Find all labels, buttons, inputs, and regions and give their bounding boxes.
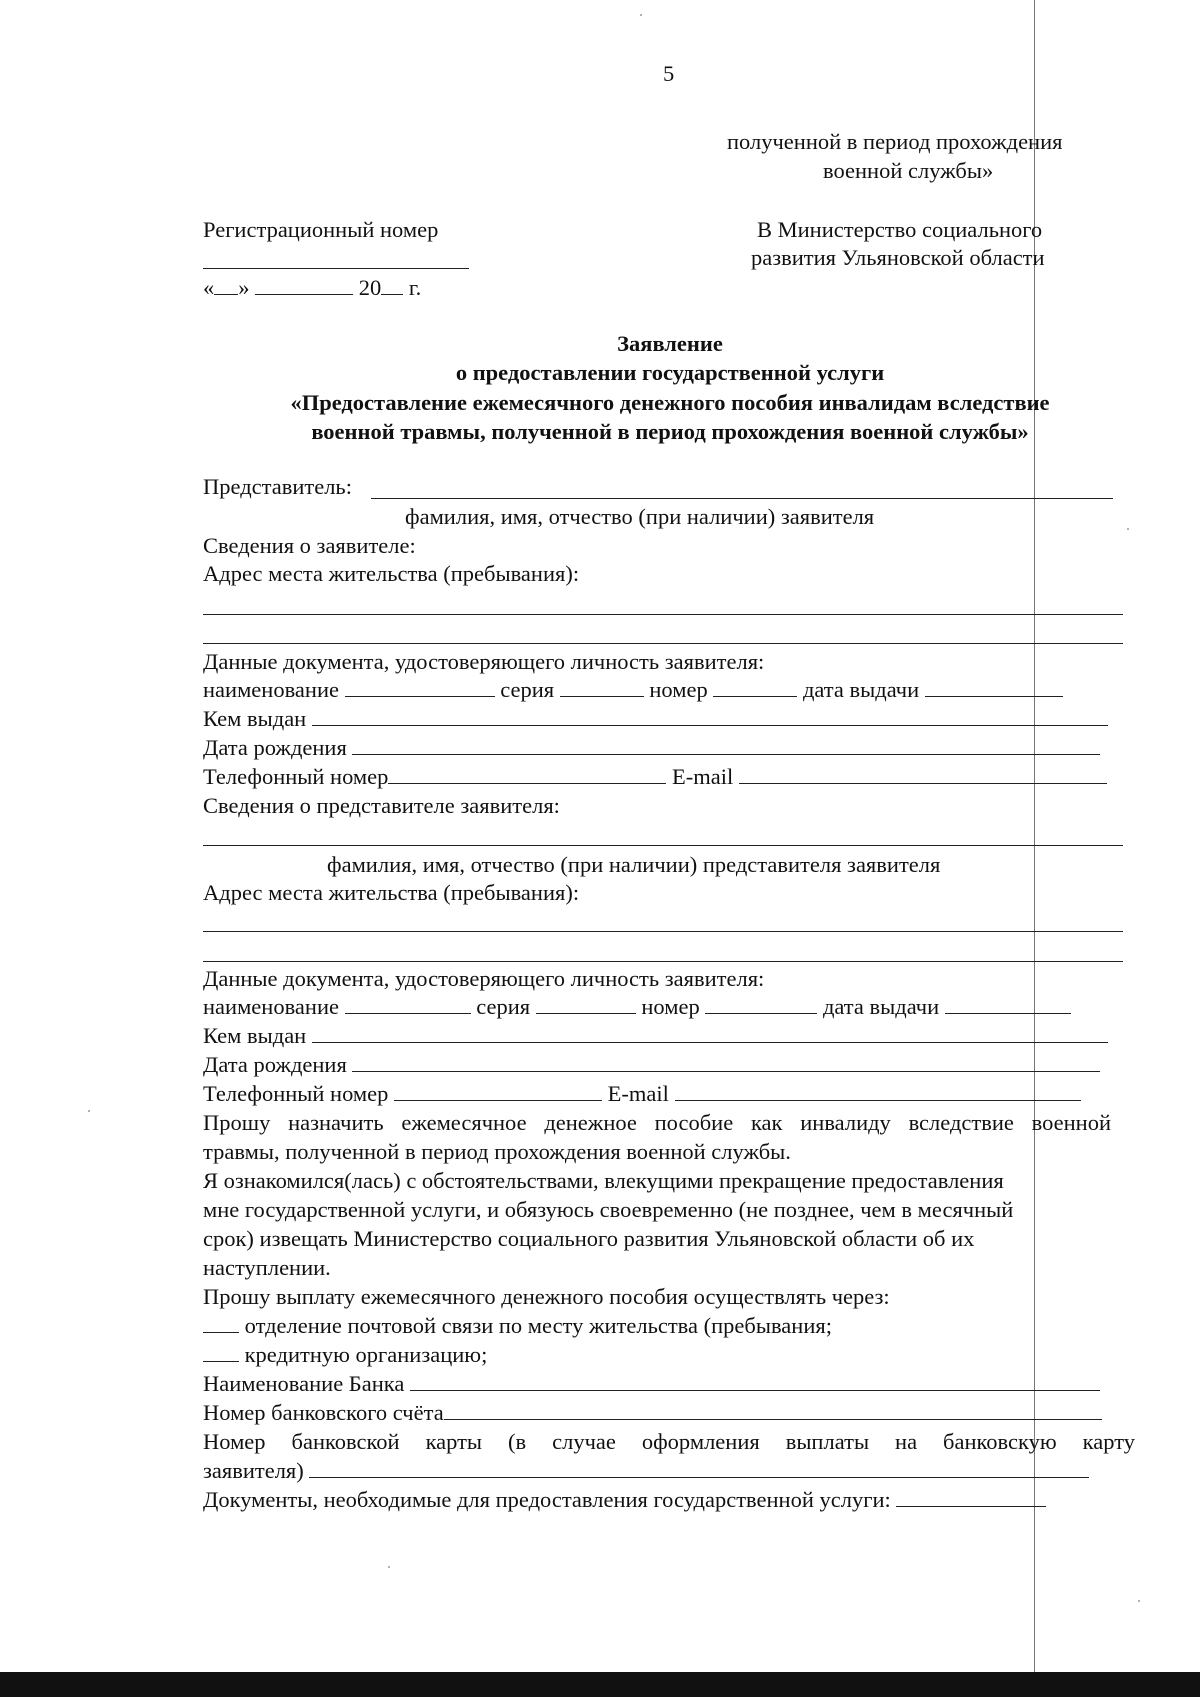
required-docs-line: Документы, необходимые для предоставления государственной услуги: [203, 1486, 1046, 1514]
scan-speck [388, 1566, 390, 1568]
representative-issued-by-field[interactable] [312, 1022, 1108, 1043]
payment-option-bank: кредитную организацию; [203, 1341, 487, 1369]
applicant-doc-date-field[interactable] [925, 676, 1063, 697]
reg-date-line: « » 20 г. [203, 275, 422, 300]
bank-card-line-2: заявителя) [203, 1457, 1089, 1485]
header-line-1: полученной в период прохождения [727, 129, 1063, 154]
request-paragraph-2-line-1: Я ознакомился(лась) с обстоятельствами, влекущими прекращение предоставления [203, 1168, 1004, 1193]
reg-month-field[interactable] [255, 274, 353, 295]
scan-speck [1138, 1600, 1140, 1602]
applicant-issued-by-line: Кем выдан [203, 705, 1108, 733]
representative-field[interactable] [371, 498, 1113, 499]
representative-fio-field[interactable] [203, 845, 1123, 846]
applicant-doc-series-field[interactable] [560, 676, 644, 697]
bank-name-line: Наименование Банка [203, 1370, 1100, 1398]
reg-year-field[interactable] [381, 274, 403, 295]
representative-phone-field[interactable] [394, 1080, 602, 1101]
bank-card-line-1: Номер банковской карты (в случае оформления выплаты на банковскую карту [203, 1429, 1135, 1454]
representative-address-label: Адрес места жительства (пребывания): [203, 880, 580, 905]
applicant-address-field-1[interactable] [203, 614, 1123, 615]
page-number: 5 [663, 61, 675, 86]
representative-fio-caption: фамилия, имя, отчество (при наличии) представителя заявителя [327, 852, 941, 877]
payment-option-post: отделение почтовой связи по месту жительства (пребывания; [203, 1312, 832, 1340]
applicant-address-label: Адрес места жительства (пребывания): [203, 561, 580, 586]
applicant-phone-line: Телефонный номер E-mail [203, 763, 1107, 791]
service-name-line-2: военной травмы, полученной в период прохождения военной службы» [311, 419, 1029, 444]
representative-info-label: Сведения о представителе заявителя: [203, 793, 560, 818]
request-paragraph-2-line-2: мне государственной услуги, и обязуюсь своевременно (не позднее, чем в месячный [203, 1197, 1014, 1222]
representative-label: Представитель: [203, 474, 352, 499]
request-paragraph-1-line-2: травмы, полученной в период прохождения военной службы. [203, 1139, 791, 1164]
applicant-info-label: Сведения о заявителе: [203, 533, 416, 558]
addressee-line-2: развития Ульяновской области [751, 245, 1045, 270]
applicant-doc-label: Данные документа, удостоверяющего личность заявителя: [203, 649, 765, 674]
request-paragraph-1-line-1: Прошу назначить ежемесячное денежное пособие как инвалиду вследствие военной [203, 1110, 1111, 1135]
applicant-birth-line: Дата рождения [203, 734, 1100, 762]
bank-account-line: Номер банковского счёта [203, 1399, 1102, 1427]
bank-account-field[interactable] [444, 1399, 1102, 1420]
applicant-fio-caption: фамилия, имя, отчество (при наличии) заявителя [405, 504, 875, 529]
applicant-issued-by-field[interactable] [312, 705, 1108, 726]
representative-birth-field[interactable] [352, 1051, 1100, 1072]
applicant-address-field-2[interactable] [203, 643, 1123, 644]
reg-number-field[interactable] [203, 268, 469, 269]
addressee-line-1: В Министерство социального [757, 217, 1043, 242]
required-docs-field[interactable] [896, 1486, 1046, 1507]
reg-number-label: Регистрационный номер [203, 217, 439, 242]
scan-speck [88, 1110, 90, 1112]
representative-birth-line: Дата рождения [203, 1051, 1100, 1079]
representative-address-field-1[interactable] [203, 931, 1123, 932]
doc-title: Заявление [617, 331, 723, 356]
applicant-email-field[interactable] [739, 763, 1107, 784]
representative-issued-by-line: Кем выдан [203, 1022, 1108, 1050]
applicant-phone-field[interactable] [388, 763, 666, 784]
representative-email-field[interactable] [675, 1080, 1081, 1101]
bank-name-field[interactable] [410, 1370, 1100, 1391]
applicant-doc-name-field[interactable] [345, 676, 495, 697]
header-line-2: военной службы» [823, 158, 994, 183]
payment-method-label: Прошу выплату ежемесячного денежного пособия осуществлять через: [203, 1284, 890, 1309]
doc-subtitle: о предоставлении государственной услуги [455, 360, 885, 385]
applicant-birth-field[interactable] [352, 734, 1100, 755]
scan-speck [640, 14, 642, 16]
request-paragraph-2-line-4: наступлении. [203, 1255, 331, 1280]
request-paragraph-2-line-3: срок) извещать Министерство социального развития Ульяновской области об их [203, 1226, 975, 1251]
representative-doc-number-field[interactable] [705, 993, 817, 1014]
bank-card-field[interactable] [309, 1457, 1089, 1478]
reg-day-field[interactable] [214, 274, 238, 295]
representative-doc-series-field[interactable] [536, 993, 636, 1014]
applicant-doc-line: наименование серия номер дата выдачи [203, 676, 1063, 704]
applicant-doc-number-field[interactable] [713, 676, 797, 697]
representative-doc-line: наименование серия номер дата выдачи [203, 993, 1071, 1021]
service-name-line-1: «Предоставление ежемесячного денежного пособия инвалидам вследствие [290, 390, 1050, 415]
representative-doc-name-field[interactable] [345, 993, 471, 1014]
representative-doc-label: Данные документа, удостоверяющего личность заявителя: [203, 966, 765, 991]
scan-bottom-border [0, 1672, 1200, 1697]
scan-speck [1127, 528, 1129, 530]
representative-phone-line: Телефонный номер E-mail [203, 1080, 1081, 1108]
payment-option-bank-checkbox[interactable] [203, 1341, 239, 1362]
representative-address-field-2[interactable] [203, 961, 1123, 962]
payment-option-post-checkbox[interactable] [203, 1312, 239, 1333]
representative-doc-date-field[interactable] [945, 993, 1071, 1014]
